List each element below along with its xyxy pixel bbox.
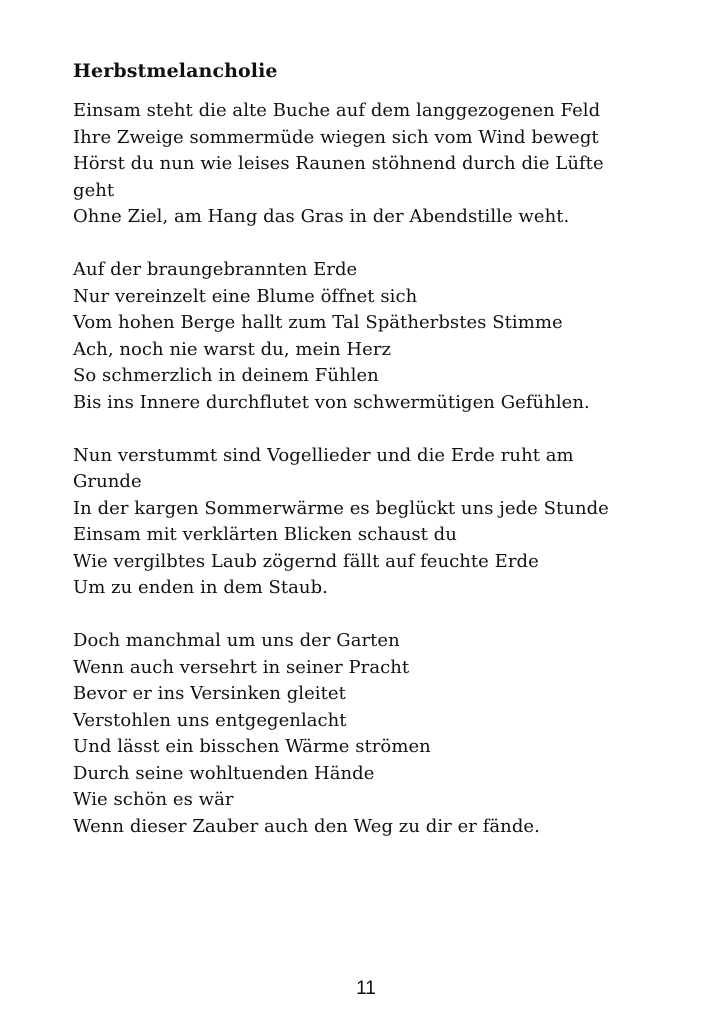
poem-line: Ohne Ziel, am Hang das Gras in der Abendstille weht. (73, 206, 570, 227)
poem-line: So schmerzlich in deinem Fühlen (73, 365, 379, 386)
poem-line: Verstohlen uns entgegenlacht (73, 709, 347, 731)
poem-line: Doch manchmal um uns der Garten (73, 630, 400, 651)
poem-line: Wenn dieser Zauber auch den Weg zu dir er fände. (73, 815, 540, 837)
poem-line: Bevor er ins Versinken gleitet (73, 683, 346, 704)
poem-page (73, 58, 673, 867)
poem-line: Nun verstummt sind Vogellieder und die Erde ruht am (73, 444, 574, 466)
poem-line: Ihre Zweige sommermüde wiegen sich vom Wind bewegt (73, 126, 599, 148)
poem-line: Auf der braungebrannten Erde (73, 259, 358, 280)
poem-line: Ach, noch nie warst du, mein Herz (73, 338, 392, 360)
poem-line: Vom hohen Berge hallt zum Tal Spätherbstes Stimme (73, 312, 563, 333)
poem-line: Bis ins Innere durchflutet von schwermütigen Gefühlen. (73, 391, 590, 413)
stanza-2 (73, 257, 673, 416)
poem-line: Durch seine wohltuenden Hände (73, 762, 375, 784)
page-number: 11 (356, 978, 376, 999)
poem-title: Herbstmelancholie (73, 60, 278, 82)
stanza-4 (73, 628, 673, 840)
poem-line: Einsam mit verklärten Blicken schaust du (73, 524, 457, 545)
poem-line: Hörst du nun wie leises Raunen stöhnend durch die Lüfte (73, 153, 604, 174)
poem-line: Einsam steht die alte Buche auf dem langgezogenen Feld (73, 100, 601, 121)
poem-line: Um zu enden in dem Staub. (73, 577, 328, 598)
poem-line: In der kargen Sommerwärme es beglückt uns jede Stunde (73, 497, 609, 519)
poem-line: Wie schön es wär (73, 789, 234, 810)
poem-line: Wenn auch versehrt in seiner Pracht (73, 656, 410, 678)
stanza-3 (73, 443, 673, 602)
stanza-1 (73, 98, 673, 231)
poem-line: Wie vergilbtes Laub zögernd fällt auf feuchte Erde (73, 550, 539, 572)
poem-line: Nur vereinzelt eine Blume öffnet sich (73, 285, 418, 307)
poem-line: Grunde (73, 471, 142, 492)
poem-line: Und lässt ein bisschen Wärme strömen (73, 736, 431, 757)
poem-line: geht (73, 179, 115, 201)
